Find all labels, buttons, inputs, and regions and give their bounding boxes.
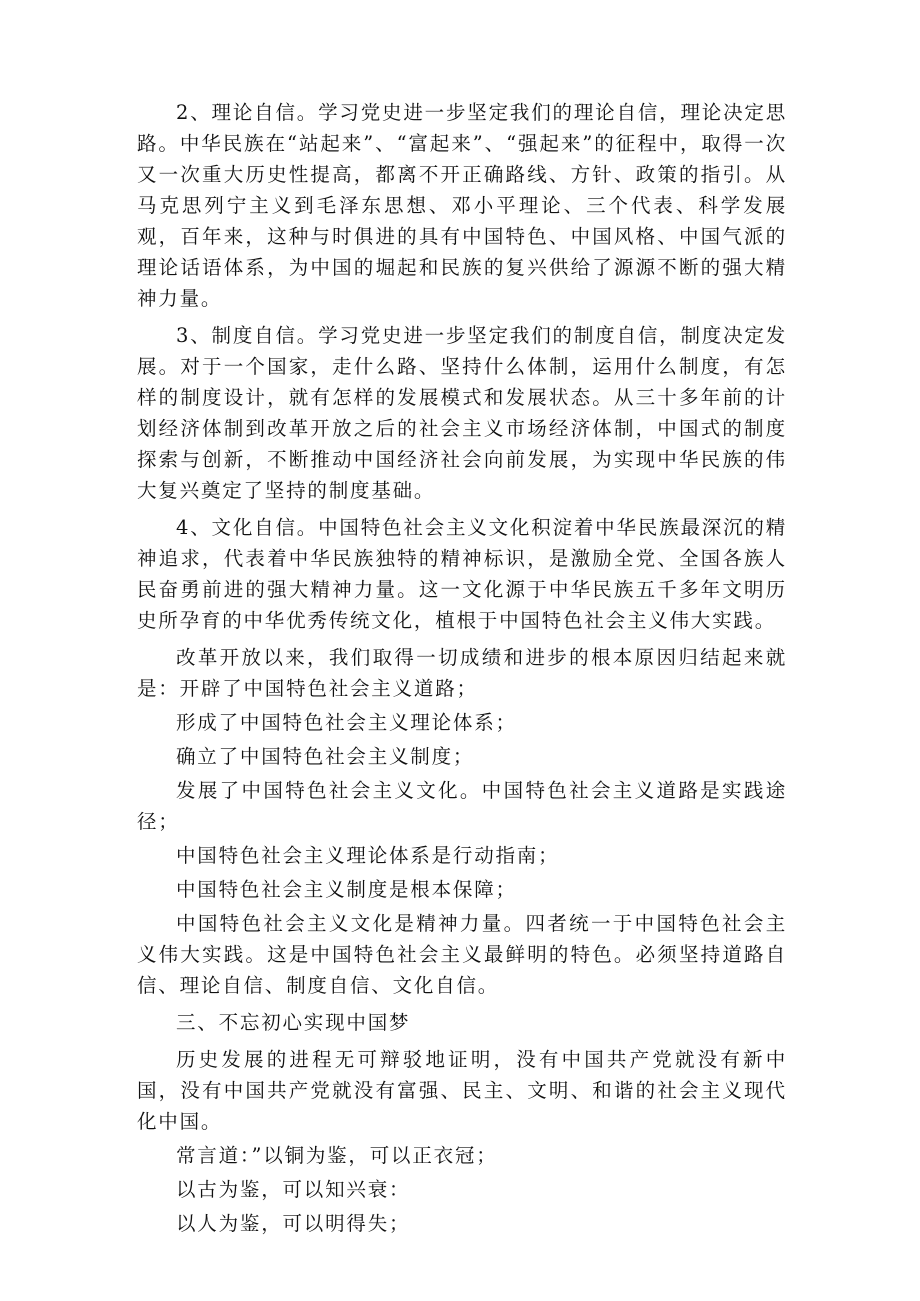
paragraph-saying-people-mirror: 以人为鉴，可以明得失； [176, 1212, 411, 1235]
document-body [137, 97, 787, 1239]
paragraph-reform-summary: 改革开放以来，我们取得一切成绩和进步的根本原因归结起来就是：开辟了中国特色社会主义道路； [137, 646, 787, 700]
section-heading-china-dream: 三、不忘初心实现中国梦 [176, 1011, 411, 1034]
paragraph-saying-history-mirror: 以古为鉴，可以知兴衰： [176, 1178, 411, 1201]
paragraph-saying-bronze-mirror: 常言道：”以铜为鉴，可以正衣冠； [176, 1144, 498, 1167]
paragraph-developed-culture: 发展了中国特色社会主义文化。中国特色社会主义道路是实践途径； [137, 779, 787, 833]
paragraph-fundamental-guarantee: 中国特色社会主义制度是根本保障； [176, 878, 517, 901]
paragraph-history-proof: 历史发展的进程无可辩驳地证明，没有中国共产党就没有新中国，没有中国共产党就没有富强、民主、文明、和谐的社会主义现代化中国。 [137, 1048, 787, 1133]
paragraph-system-confidence: 3、制度自信。学习党史进一步坚定我们的制度自信，制度决定发展。对于一个国家，走什么路、坚持什么体制，运用什么制度，有怎样的制度设计，就有怎样的发展模式和发展状态。从三十多年前的计划经济体制到改革开放之后的社会主义市场经济体制，中国式的制度探索与创新，不断推动中国经济社会向前发展，为实现中华民族的伟大复兴奠定了坚持的制度基础。 [137, 324, 787, 502]
paragraph-spiritual-force: 中国特色社会主义文化是精神力量。四者统一于中国特色社会主义伟大实践。这是中国特色社会主义最鲜明的特色。必须坚持道路自信、理论自信、制度自信、文化自信。 [137, 912, 787, 997]
paragraph-culture-confidence: 4、文化自信。中国特色社会主义文化积淀着中华民族最深沉的精神追求，代表着中华民族独特的精神标识，是激励全党、全国各族人民奋勇前进的强大精神力量。这一文化源于中华民族五千多年文明历史所孕育的中华优秀传统文化，植根于中国特色社会主义伟大实践。 [137, 516, 787, 632]
paragraph-action-guide: 中国特色社会主义理论体系是行动指南； [176, 844, 560, 867]
paragraph-theory-system: 形成了中国特色社会主义理论体系； [176, 711, 517, 734]
paragraph-established-system: 确立了中国特色社会主义制度； [176, 745, 475, 768]
paragraph-theory-confidence: 2、理论自信。学习党史进一步坚定我们的理论自信，理论决定思路。中华民族在“站起来”、“富起来”、“强起来”的征程中，取得一次又一次重大历史性提高，都离不开正确路线、方针、政策的指引。从马克思列宁主义到毛泽东思想、邓小平理论、三个代表、科学发展观，百年来，这种与时俱进的具有中国特色、中国风格、中国气派的理论话语体系，为中国的堀起和民族的复兴供给了源源不断的强大精神力量。 [137, 101, 787, 310]
